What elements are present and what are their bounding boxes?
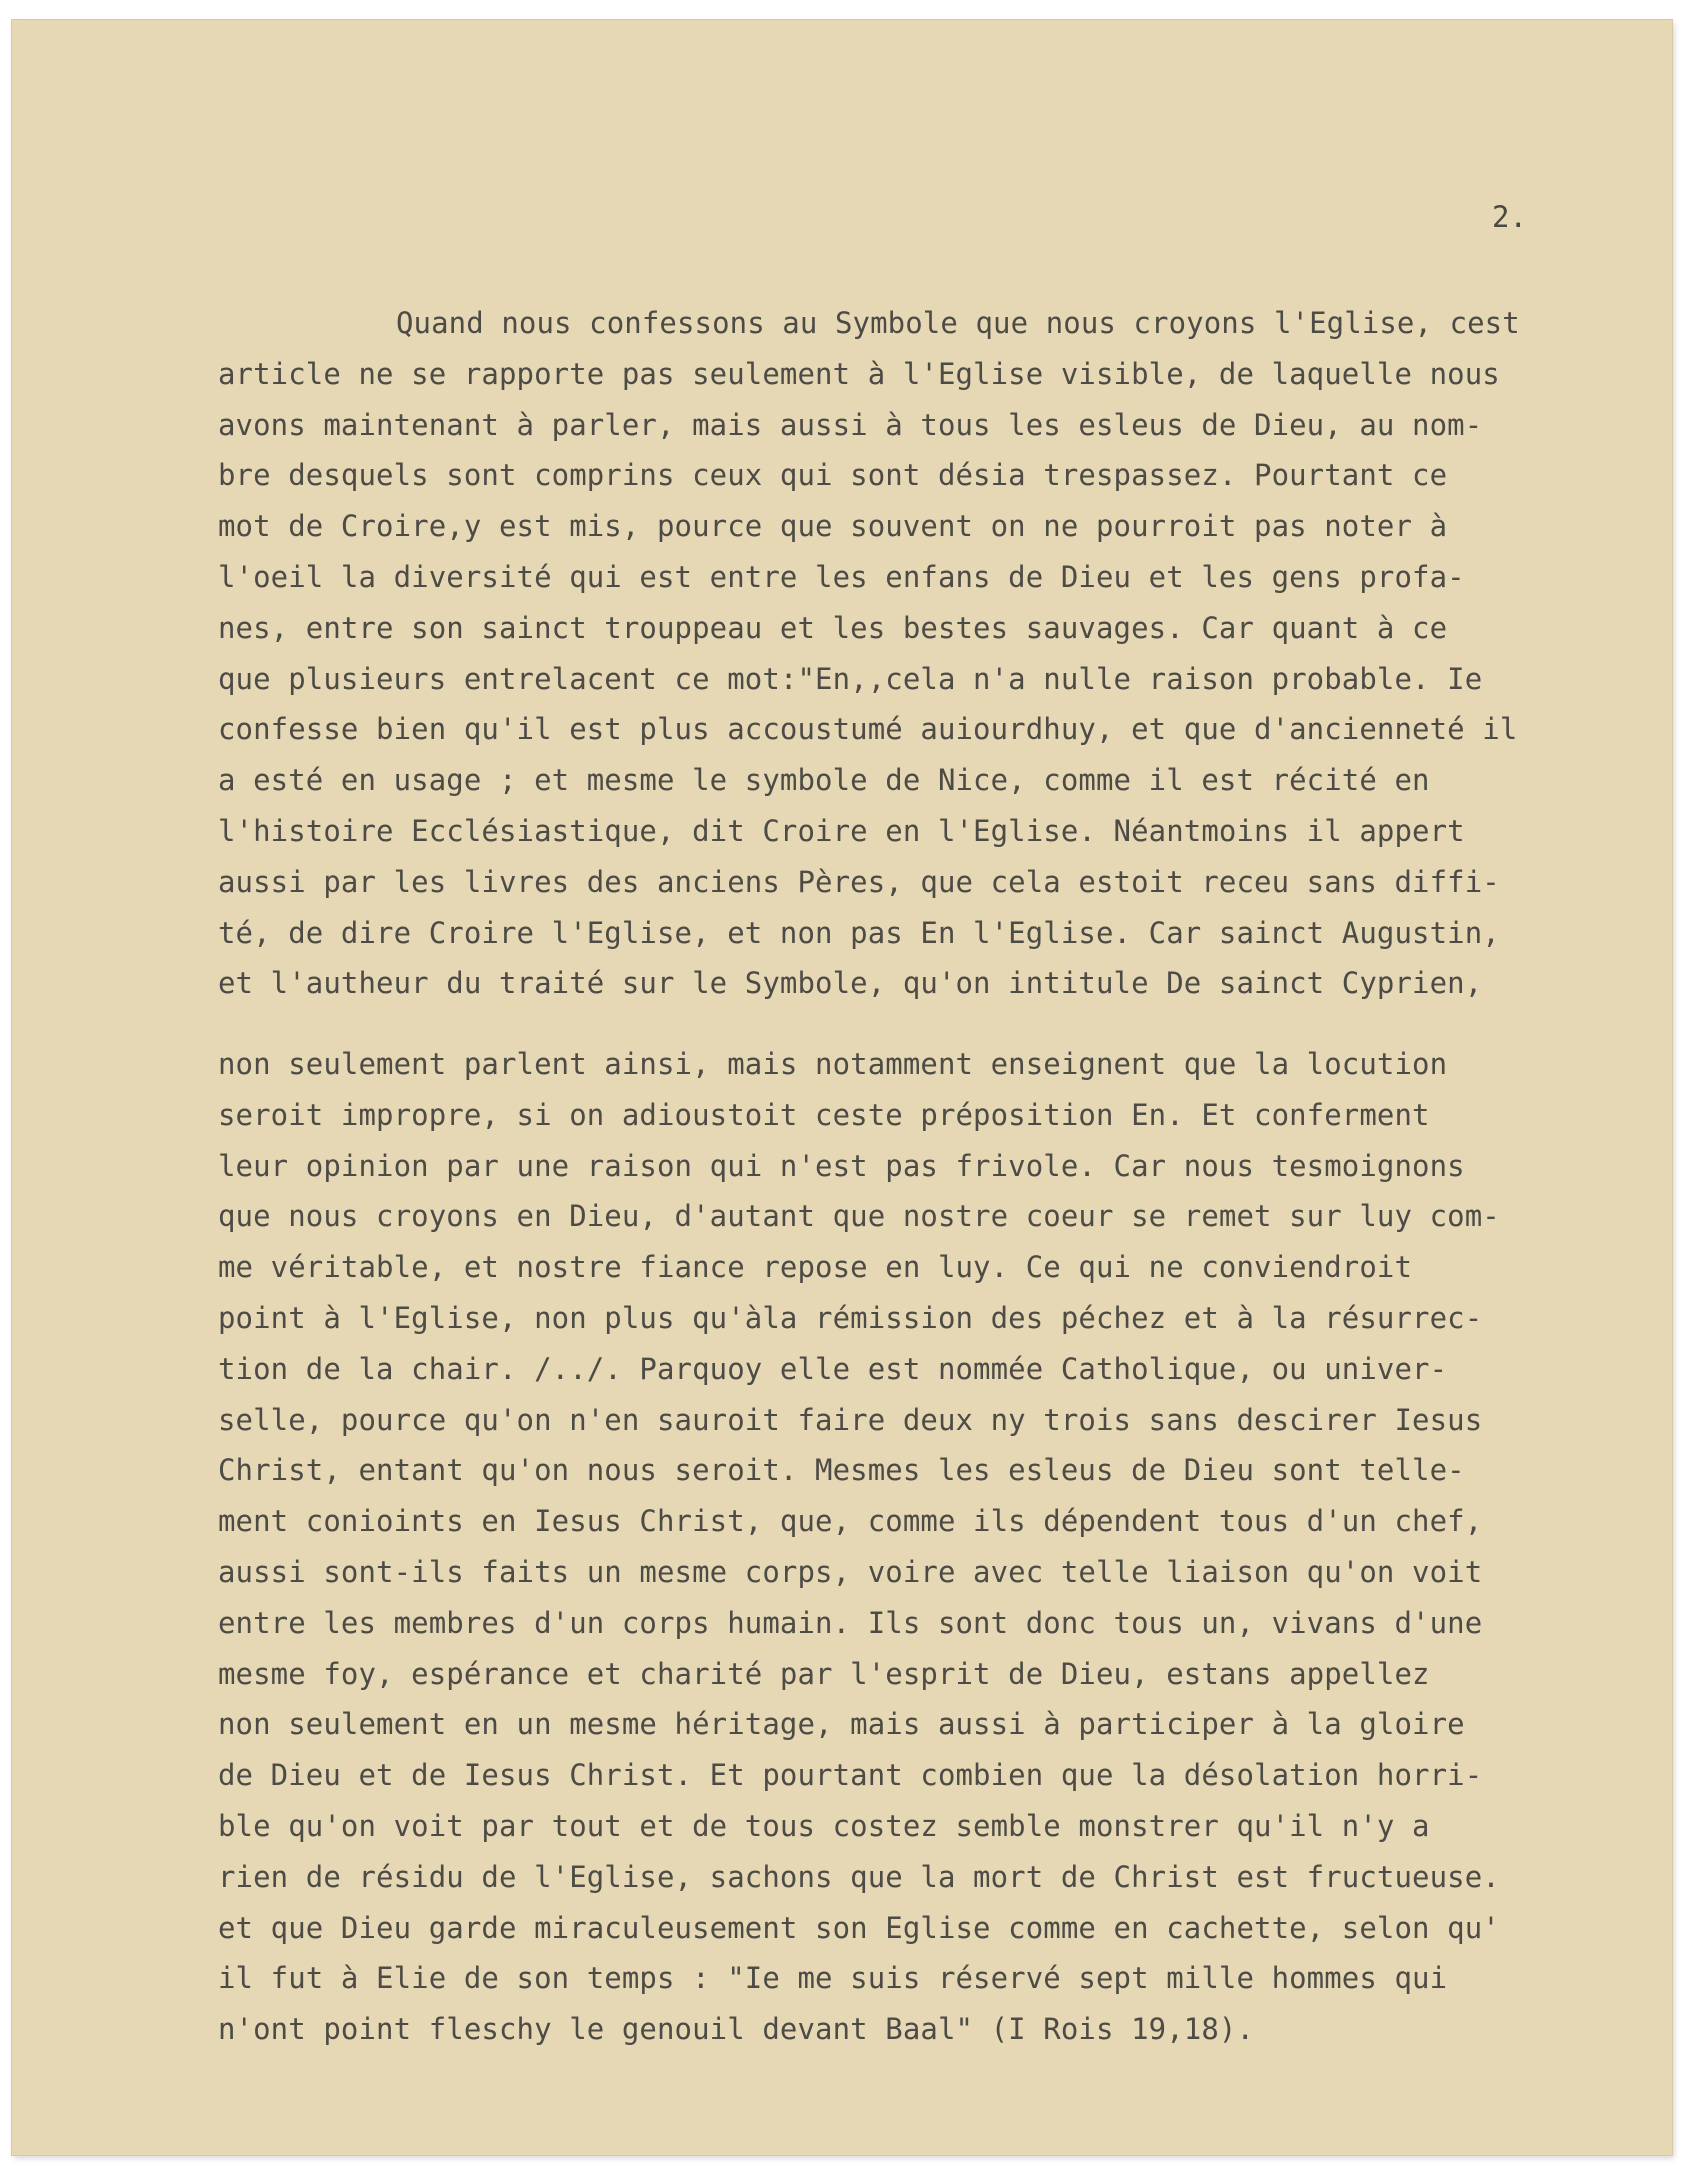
- text-line: ment conioints en Iesus Christ, que, comme ils dépendent tous d'un chef,: [218, 1504, 1483, 1539]
- text-line: selle, pource qu'on n'en sauroit faire deux ny trois sans descirer Iesus: [218, 1402, 1483, 1437]
- text-line: point à l'Eglise, non plus qu'àla rémission des péchez et à la résurrec-: [218, 1300, 1483, 1335]
- text-line: seroit impropre, si on adioustoit ceste préposition En. Et conferment: [218, 1097, 1430, 1132]
- text-line: n'ont point fleschy le genouil devant Baal" (I Rois 19,18).: [218, 2012, 1255, 2047]
- text-line: tion de la chair. /../. Parquoy elle est nommée Catholique, ou univer-: [218, 1351, 1448, 1386]
- paragraph-1: [218, 298, 1520, 1009]
- text-line: avons maintenant à parler, mais aussi à tous les esleus de Dieu, au nom-: [218, 407, 1483, 442]
- text-line: que plusieurs entrelacent ce mot:"En,,cela n'a nulle raison probable. Ie: [218, 661, 1483, 696]
- text-line: ble qu'on voit par tout et de tous costez semble monstrer qu'il n'y a: [218, 1808, 1430, 1843]
- text-line: de Dieu et de Iesus Christ. Et pourtant combien que la désolation horri-: [218, 1758, 1483, 1793]
- typewritten-page: [12, 20, 1672, 2155]
- text-line: et l'autheur du traité sur le Symbole, qu'on intitule De sainct Cyprien,: [218, 966, 1483, 1001]
- text-line: l'oeil la diversité qui est entre les enfans de Dieu et les gens profa-: [218, 559, 1465, 594]
- text-line: me véritable, et nostre fiance repose en luy. Ce qui ne conviendroit: [218, 1250, 1413, 1285]
- text-line: té, de dire Croire l'Eglise, et non pas En l'Eglise. Car sainct Augustin,: [218, 915, 1500, 950]
- paragraph-2: [218, 1039, 1500, 2055]
- text-line: l'histoire Ecclésiastique, dit Croire en l'Eglise. Néantmoins il appert: [218, 813, 1465, 848]
- text-line: aussi par les livres des anciens Pères, que cela estoit receu sans diffi-: [218, 864, 1500, 899]
- text-line: mesme foy, espérance et charité par l'esprit de Dieu, estans appellez: [218, 1656, 1430, 1691]
- text-line: aussi sont-ils faits un mesme corps, voire avec telle liaison qu'on voit: [218, 1554, 1483, 1589]
- text-line: que nous croyons en Dieu, d'autant que nostre coeur se remet sur luy com-: [218, 1199, 1500, 1234]
- text-line: confesse bien qu'il est plus accoustumé auiourdhuy, et que d'ancienneté il: [218, 712, 1518, 747]
- text-line: entre les membres d'un corps humain. Ils sont donc tous un, vivans d'une: [218, 1605, 1483, 1640]
- text-line: non seulement en un mesme héritage, mais aussi à participer à la gloire: [218, 1707, 1465, 1742]
- text-line: mot de Croire,y est mis, pource que souvent on ne pourroit pas noter à: [218, 509, 1448, 544]
- text-line: a esté en usage ; et mesme le symbole de Nice, comme il est récité en: [218, 763, 1430, 798]
- text-line: et que Dieu garde miraculeusement son Eglise comme en cachette, selon qu': [218, 1910, 1500, 1945]
- text-line: Quand nous confessons au Symbole que nous croyons l'Eglise, cest: [396, 306, 1520, 340]
- text-line: rien de résidu de l'Eglise, sachons que la mort de Christ est fructueuse.: [218, 1859, 1500, 1894]
- text-line: article ne se rapporte pas seulement à l'Eglise visible, de laquelle nous: [218, 356, 1500, 391]
- text-line: nes, entre son sainct trouppeau et les bestes sauvages. Car quant à ce: [218, 610, 1448, 645]
- page-number: 2.: [1492, 200, 1527, 234]
- text-line: non seulement parlent ainsi, mais notamment enseignent que la locution: [218, 1047, 1448, 1081]
- text-line: Christ, entant qu'on nous seroit. Mesmes les esleus de Dieu sont telle-: [218, 1453, 1465, 1488]
- text-line: leur opinion par une raison qui n'est pas frivole. Car nous tesmoignons: [218, 1148, 1465, 1183]
- text-line: il fut à Elie de son temps : "Ie me suis réservé sept mille hommes qui: [218, 1961, 1448, 1996]
- text-line: bre desquels sont comprins ceux qui sont désia trespassez. Pourtant ce: [218, 458, 1448, 493]
